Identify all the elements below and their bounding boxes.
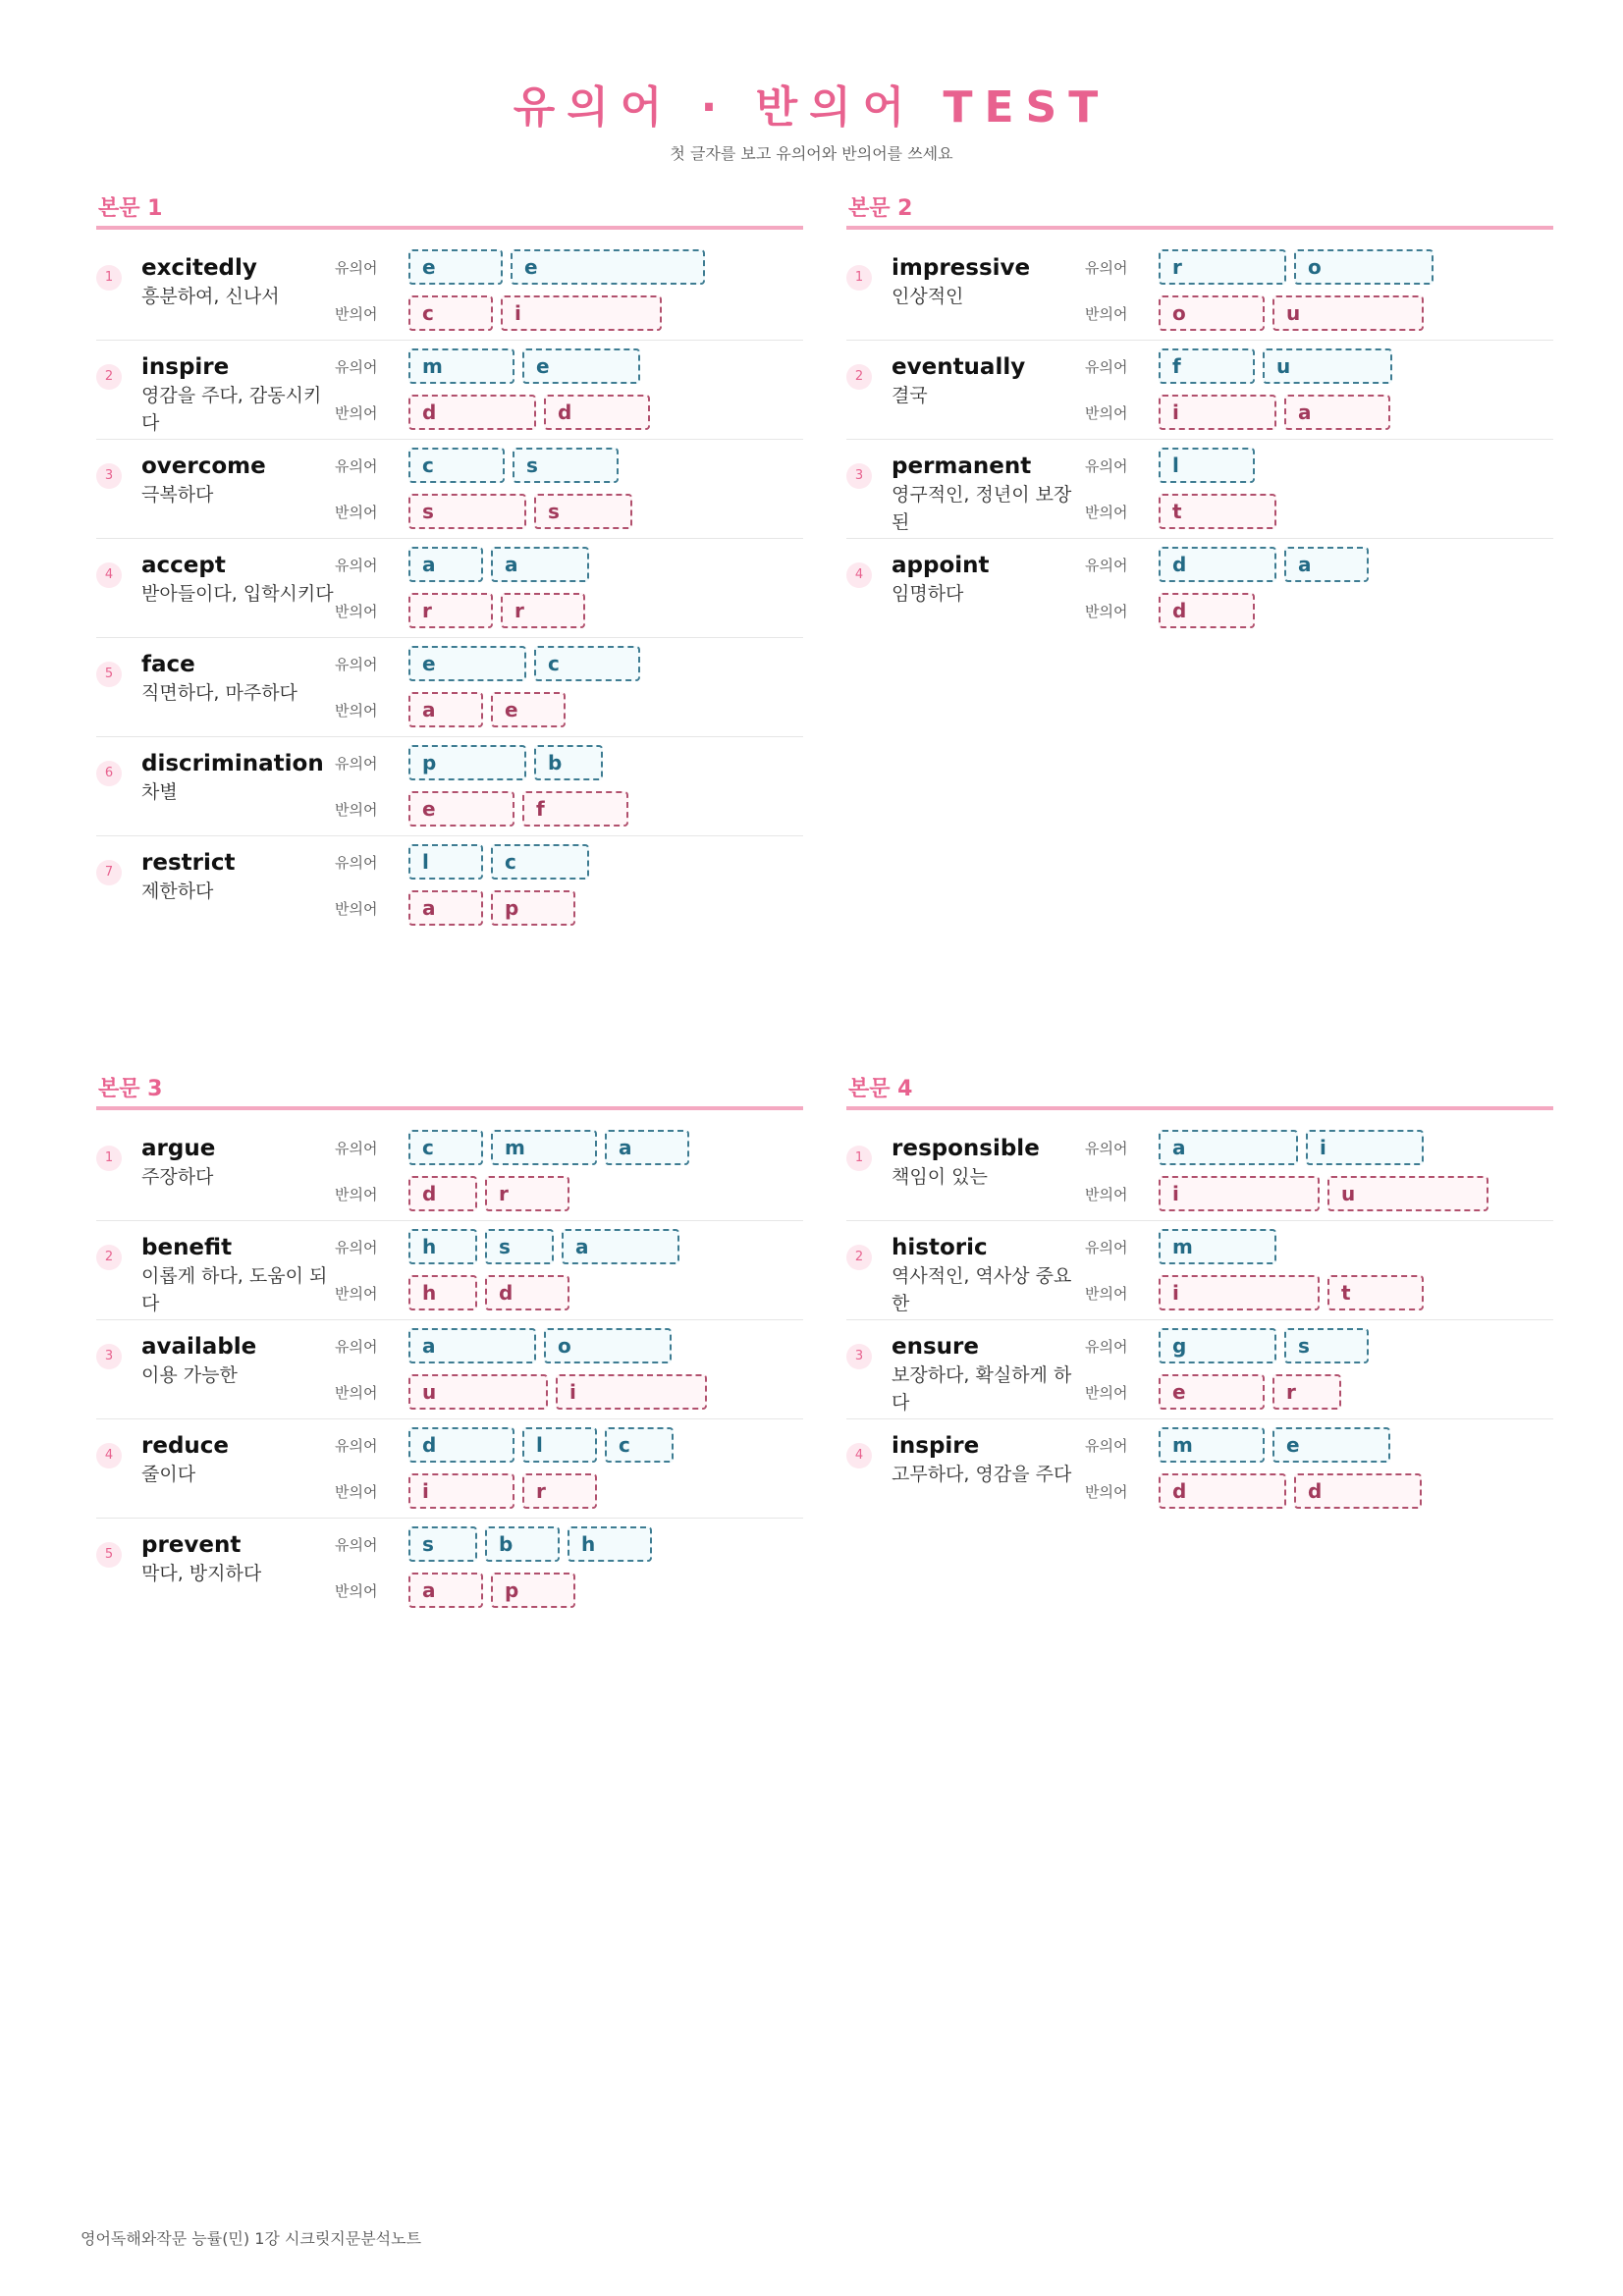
vocab-word: inspire: [141, 354, 230, 380]
synonym-answers: [1159, 547, 1369, 582]
antonym-label: 반의어: [335, 404, 378, 422]
synonym-answers: [408, 1427, 674, 1463]
synonym-answers: [408, 547, 589, 582]
synonym-label: 유의어: [1085, 1239, 1128, 1256]
synonym-label: 유의어: [1085, 1338, 1128, 1356]
antonym-answer-box[interactable]: h: [408, 1275, 477, 1310]
page-subtitle: 첫 글자를 보고 유의어와 반의어를 쓰세요: [670, 144, 953, 163]
vocab-item: [96, 1419, 803, 1519]
vocab-item: [96, 1519, 803, 1618]
synonym-answer-box[interactable]: a: [408, 547, 483, 582]
antonym-answers: [1159, 593, 1255, 628]
antonym-answer-box[interactable]: d: [544, 395, 650, 430]
item-number: 2: [846, 1245, 872, 1270]
section-1: [96, 192, 803, 935]
synonym-answer-box[interactable]: c: [408, 1130, 483, 1165]
synonym-answers: [1159, 448, 1255, 483]
antonym-label: 반의어: [335, 1483, 378, 1501]
antonym-answer-box[interactable]: p: [491, 1573, 575, 1608]
antonym-label: 반의어: [335, 900, 378, 918]
synonym-answers: [408, 1526, 652, 1562]
item-number: 2: [96, 1245, 122, 1270]
antonym-label: 반의어: [335, 1582, 378, 1600]
page-footer: 영어독해와작문 능률(민) 1강 시크릿지문분석노트: [81, 2229, 422, 2248]
vocab-meaning: 이롭게 하다, 도움이 되다: [141, 1265, 328, 1314]
synonym-answer-box[interactable]: e: [511, 249, 705, 285]
vocab-word: reduce: [141, 1433, 230, 1459]
item-number: 3: [96, 1344, 122, 1369]
section-title: 본문 1: [98, 196, 163, 221]
vocab-word: available: [141, 1334, 257, 1360]
antonym-answers: [1159, 295, 1424, 331]
vocab-item: [96, 1122, 803, 1221]
synonym-answer-box[interactable]: a: [491, 547, 589, 582]
antonym-answer-box[interactable]: e: [408, 791, 514, 827]
vocab-item: [96, 836, 803, 935]
item-number: 7: [96, 860, 122, 885]
antonym-answers: [408, 395, 650, 430]
item-number: 5: [96, 662, 122, 687]
synonym-label: 유의어: [1085, 259, 1128, 277]
antonym-label: 반의어: [1085, 1186, 1128, 1203]
antonym-answers: [1159, 1176, 1488, 1211]
antonym-label: 반의어: [1085, 603, 1128, 620]
synonym-label: 유의어: [335, 457, 378, 475]
vocab-word: permanent: [892, 454, 1032, 479]
synonym-answer-box[interactable]: g: [1159, 1328, 1276, 1363]
antonym-answer-box[interactable]: a: [408, 890, 483, 926]
antonym-answer-box[interactable]: f: [522, 791, 628, 827]
vocab-meaning: 고무하다, 영감을 주다: [892, 1464, 1072, 1485]
antonym-answer-box[interactable]: d: [1159, 1473, 1286, 1509]
antonym-answer-box[interactable]: r: [485, 1176, 569, 1211]
synonym-answer-box[interactable]: p: [408, 745, 526, 780]
antonym-answers: [408, 1374, 707, 1410]
vocab-meaning: 막다, 방지하다: [141, 1563, 262, 1584]
synonym-answers: [1159, 1328, 1369, 1363]
synonym-answer-box[interactable]: l: [522, 1427, 597, 1463]
antonym-answers: [408, 494, 632, 529]
vocab-meaning: 영구적인, 정년이 보장된: [892, 484, 1072, 533]
antonym-answer-box[interactable]: u: [1327, 1176, 1488, 1211]
antonym-label: 반의어: [335, 305, 378, 323]
vocab-item: [96, 539, 803, 638]
vocab-meaning: 차별: [141, 781, 178, 803]
synonym-label: 유의어: [335, 358, 378, 376]
vocab-meaning: 임명하다: [892, 583, 964, 605]
section-2: [846, 192, 1553, 638]
antonym-answer-box[interactable]: i: [556, 1374, 707, 1410]
antonym-answer-box[interactable]: a: [1284, 395, 1390, 430]
antonym-answer-box[interactable]: t: [1327, 1275, 1424, 1310]
vocab-item: [846, 1221, 1553, 1320]
antonym-answers: [408, 1473, 597, 1509]
antonym-label: 반의어: [1085, 305, 1128, 323]
vocab-meaning: 역사적인, 역사상 중요한: [892, 1265, 1072, 1314]
antonym-answer-box[interactable]: r: [408, 593, 493, 628]
antonym-answer-box[interactable]: r: [1272, 1374, 1341, 1410]
section-divider: [96, 1106, 803, 1110]
antonym-answers: [408, 1176, 569, 1211]
synonym-answer-box[interactable]: m: [491, 1130, 597, 1165]
synonym-label: 유의어: [335, 1536, 378, 1554]
antonym-answers: [408, 1275, 569, 1310]
antonym-answers: [1159, 1275, 1424, 1310]
item-number: 1: [96, 265, 122, 291]
vocab-item: [96, 1221, 803, 1320]
synonym-answer-box[interactable]: d: [408, 1427, 514, 1463]
vocab-word: ensure: [892, 1334, 979, 1360]
synonym-answer-box[interactable]: e: [408, 646, 526, 681]
item-number: 1: [846, 265, 872, 291]
item-number: 2: [96, 364, 122, 390]
antonym-answer-box[interactable]: d: [485, 1275, 569, 1310]
vocab-meaning: 줄이다: [141, 1464, 196, 1485]
synonym-answers: [1159, 1130, 1424, 1165]
synonym-answer-box[interactable]: u: [1263, 348, 1392, 384]
vocab-meaning: 극복하다: [141, 484, 214, 506]
vocab-item: [846, 241, 1553, 341]
item-number: 3: [96, 463, 122, 489]
item-number: 4: [96, 562, 122, 588]
antonym-answer-box[interactable]: i: [1159, 1176, 1320, 1211]
item-number: 4: [846, 1443, 872, 1468]
section-title: 본문 4: [848, 1077, 913, 1101]
item-number: 4: [846, 562, 872, 588]
synonym-answers: [408, 646, 640, 681]
antonym-answers: [408, 692, 566, 727]
synonym-answer-box[interactable]: m: [408, 348, 514, 384]
antonym-answer-box[interactable]: r: [522, 1473, 597, 1509]
item-number: 6: [96, 761, 122, 786]
item-number: 3: [846, 1344, 872, 1369]
synonym-label: 유의어: [335, 1437, 378, 1455]
antonym-answer-box[interactable]: i: [1159, 1275, 1320, 1310]
synonym-answers: [408, 448, 619, 483]
synonym-label: 유의어: [1085, 1437, 1128, 1455]
synonym-answer-box[interactable]: a: [605, 1130, 689, 1165]
vocab-word: historic: [892, 1235, 988, 1260]
antonym-answer-box[interactable]: s: [534, 494, 632, 529]
antonym-answers: [408, 890, 575, 926]
antonym-label: 반의어: [1085, 1285, 1128, 1303]
synonym-answer-box[interactable]: h: [568, 1526, 652, 1562]
antonym-label: 반의어: [335, 504, 378, 521]
synonym-answers: [408, 249, 705, 285]
synonym-answers: [1159, 1427, 1390, 1463]
antonym-answers: [1159, 1473, 1422, 1509]
antonym-answer-box[interactable]: u: [1272, 295, 1424, 331]
vocab-meaning: 주장하다: [141, 1166, 214, 1188]
synonym-answer-box[interactable]: s: [485, 1229, 554, 1264]
antonym-label: 반의어: [335, 1285, 378, 1303]
synonym-answer-box[interactable]: l: [1159, 448, 1255, 483]
vocab-meaning: 제한하다: [141, 881, 214, 902]
synonym-answer-box[interactable]: r: [1159, 249, 1286, 285]
synonym-answer-box[interactable]: c: [491, 844, 589, 880]
item-number: 3: [846, 463, 872, 489]
antonym-answers: [408, 791, 628, 827]
vocab-meaning: 결국: [892, 385, 928, 406]
antonym-label: 반의어: [335, 1384, 378, 1402]
antonym-answer-box[interactable]: d: [408, 1176, 477, 1211]
section-title: 본문 3: [98, 1077, 163, 1101]
synonym-label: 유의어: [335, 259, 378, 277]
antonym-answer-box[interactable]: a: [408, 1573, 483, 1608]
synonym-answer-box[interactable]: m: [1159, 1229, 1276, 1264]
synonym-answer-box[interactable]: o: [1294, 249, 1434, 285]
vocab-meaning: 이용 가능한: [141, 1364, 238, 1386]
antonym-answers: [1159, 395, 1390, 430]
antonym-answer-box[interactable]: e: [1159, 1374, 1265, 1410]
synonym-answer-box[interactable]: e: [408, 249, 503, 285]
vocab-item: [846, 341, 1553, 440]
antonym-answer-box[interactable]: i: [501, 295, 662, 331]
section-3: [96, 1073, 803, 1618]
item-number: 5: [96, 1542, 122, 1568]
synonym-answer-box[interactable]: c: [534, 646, 640, 681]
item-number: 1: [846, 1146, 872, 1171]
vocab-word: face: [141, 652, 195, 677]
page-title: 유의어 · 반의어 TEST: [513, 82, 1110, 133]
synonym-answer-box[interactable]: a: [1284, 547, 1369, 582]
synonym-answer-box[interactable]: c: [408, 448, 505, 483]
antonym-answer-box[interactable]: o: [1159, 295, 1265, 331]
synonym-answer-box[interactable]: b: [485, 1526, 560, 1562]
antonym-answer-box[interactable]: i: [408, 1473, 514, 1509]
section-divider: [846, 1106, 1553, 1110]
antonym-label: 반의어: [1085, 1384, 1128, 1402]
antonym-answer-box[interactable]: d: [1294, 1473, 1422, 1509]
antonym-label: 반의어: [1085, 1483, 1128, 1501]
antonym-answers: [408, 1573, 575, 1608]
synonym-answer-box[interactable]: b: [534, 745, 603, 780]
vocab-word: responsible: [892, 1136, 1040, 1161]
synonym-answers: [408, 1229, 679, 1264]
synonym-answers: [408, 745, 603, 780]
vocab-meaning: 영감을 주다, 감동시키다: [141, 385, 322, 434]
antonym-label: 반의어: [335, 702, 378, 720]
synonym-label: 유의어: [335, 755, 378, 773]
synonym-label: 유의어: [1085, 1140, 1128, 1157]
synonym-answer-box[interactable]: s: [513, 448, 619, 483]
vocab-item: [96, 737, 803, 836]
vocab-item: [846, 539, 1553, 638]
section-title: 본문 2: [848, 196, 913, 221]
synonym-answer-box[interactable]: a: [408, 1328, 536, 1363]
synonym-label: 유의어: [335, 1338, 378, 1356]
antonym-answer-box[interactable]: u: [408, 1374, 548, 1410]
antonym-answer-box[interactable]: t: [1159, 494, 1276, 529]
synonym-answer-box[interactable]: l: [408, 844, 483, 880]
synonym-answer-box[interactable]: a: [1159, 1130, 1298, 1165]
synonym-answers: [408, 348, 640, 384]
vocab-item: [96, 341, 803, 440]
synonym-label: 유의어: [335, 854, 378, 872]
synonym-answers: [1159, 348, 1392, 384]
vocab-word: eventually: [892, 354, 1026, 380]
vocab-item: [846, 440, 1553, 539]
synonym-label: 유의어: [335, 1140, 378, 1157]
synonym-answer-box[interactable]: c: [605, 1427, 674, 1463]
vocab-item: [96, 241, 803, 341]
synonym-answer-box[interactable]: s: [1284, 1328, 1369, 1363]
vocab-meaning: 직면하다, 마주하다: [141, 682, 298, 704]
synonym-label: 유의어: [1085, 457, 1128, 475]
synonym-answer-box[interactable]: f: [1159, 348, 1255, 384]
synonym-answer-box[interactable]: e: [1272, 1427, 1390, 1463]
synonym-answers: [1159, 1229, 1276, 1264]
vocab-item: [846, 1320, 1553, 1419]
antonym-answer-box[interactable]: d: [408, 395, 536, 430]
synonym-label: 유의어: [1085, 557, 1128, 574]
vocab-meaning: 인상적인: [892, 286, 964, 307]
vocab-item: [96, 638, 803, 737]
item-number: 2: [846, 364, 872, 390]
section-divider: [96, 226, 803, 230]
synonym-label: 유의어: [335, 557, 378, 574]
antonym-answer-box[interactable]: d: [1159, 593, 1255, 628]
antonym-label: 반의어: [335, 801, 378, 819]
antonym-answer-box[interactable]: c: [408, 295, 493, 331]
synonym-answer-box[interactable]: a: [562, 1229, 679, 1264]
vocab-word: discrimination: [141, 751, 324, 776]
antonym-answers: [1159, 494, 1276, 529]
synonym-answers: [408, 1328, 672, 1363]
vocab-word: prevent: [141, 1532, 242, 1558]
antonym-label: 반의어: [335, 1186, 378, 1203]
antonym-answers: [408, 593, 585, 628]
synonym-answer-box[interactable]: s: [408, 1526, 477, 1562]
synonym-answer-box[interactable]: h: [408, 1229, 477, 1264]
vocab-meaning: 보장하다, 확실하게 하다: [892, 1364, 1072, 1414]
vocab-word: accept: [141, 553, 226, 578]
antonym-label: 반의어: [1085, 404, 1128, 422]
synonym-label: 유의어: [335, 1239, 378, 1256]
vocab-item: [96, 440, 803, 539]
antonym-answer-box[interactable]: e: [491, 692, 566, 727]
antonym-answers: [1159, 1374, 1341, 1410]
vocab-word: appoint: [892, 553, 990, 578]
item-number: 1: [96, 1146, 122, 1171]
vocab-word: overcome: [141, 454, 266, 479]
synonym-label: 유의어: [335, 656, 378, 673]
synonym-label: 유의어: [1085, 358, 1128, 376]
antonym-answer-box[interactable]: r: [501, 593, 585, 628]
vocab-word: excitedly: [141, 255, 257, 281]
item-number: 4: [96, 1443, 122, 1468]
section-4: [846, 1073, 1553, 1519]
vocab-word: impressive: [892, 255, 1031, 281]
vocab-word: inspire: [892, 1433, 980, 1459]
vocab-item: [96, 1320, 803, 1419]
antonym-answer-box[interactable]: i: [1159, 395, 1276, 430]
vocab-word: benefit: [141, 1235, 233, 1260]
vocab-item: [846, 1122, 1553, 1221]
vocab-item: [846, 1419, 1553, 1519]
antonym-answer-box[interactable]: p: [491, 890, 575, 926]
section-divider: [846, 226, 1553, 230]
synonym-answer-box[interactable]: o: [544, 1328, 672, 1363]
antonym-answers: [408, 295, 662, 331]
antonym-label: 반의어: [335, 603, 378, 620]
vocab-meaning: 흥분하여, 신나서: [141, 286, 280, 307]
synonym-answers: [1159, 249, 1434, 285]
synonym-answers: [408, 1130, 689, 1165]
vocab-meaning: 받아들이다, 입학시키다: [141, 583, 334, 605]
vocab-word: restrict: [141, 850, 236, 876]
antonym-answer-box[interactable]: s: [408, 494, 526, 529]
synonym-answer-box[interactable]: e: [522, 348, 640, 384]
vocab-meaning: 책임이 있는: [892, 1166, 988, 1188]
vocab-word: argue: [141, 1136, 216, 1161]
synonym-answer-box[interactable]: i: [1306, 1130, 1424, 1165]
synonym-answer-box[interactable]: m: [1159, 1427, 1265, 1463]
antonym-label: 반의어: [1085, 504, 1128, 521]
synonym-answers: [408, 844, 589, 880]
page-header: [0, 80, 1623, 165]
synonym-answer-box[interactable]: d: [1159, 547, 1276, 582]
antonym-answer-box[interactable]: a: [408, 692, 483, 727]
